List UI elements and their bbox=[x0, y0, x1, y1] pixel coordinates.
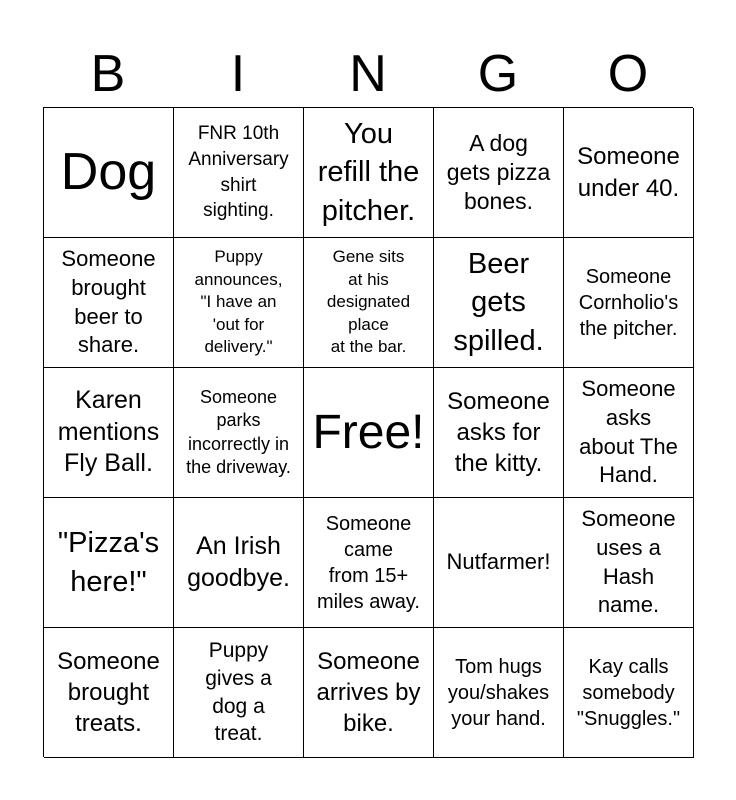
cell-text: Someone asks about The Hand. bbox=[579, 376, 678, 488]
cell-text: Gene sits at his designated place at the bar. bbox=[326, 246, 411, 357]
cell-text: FNR 10th Anniversary shirt sighting. bbox=[188, 122, 289, 222]
cell-text: Someone brought treats. bbox=[57, 647, 160, 738]
bingo-cell-r4c5[interactable] bbox=[564, 498, 694, 628]
cell-text: Puppy announces, "I have an 'out for delivery." bbox=[194, 246, 283, 357]
cell-text: Kay calls somebody "Snuggles." bbox=[576, 655, 681, 730]
cell-text: Someone under 40. bbox=[577, 143, 680, 202]
bingo-cell-r3c5[interactable] bbox=[564, 368, 694, 498]
cell-text: Tom hugs you/shakes your hand. bbox=[447, 655, 550, 730]
bingo-cell-r1c2[interactable] bbox=[174, 108, 304, 238]
bingo-cell-r3c2[interactable] bbox=[174, 368, 304, 498]
cell-text: Someone came from 15+ miles away. bbox=[317, 512, 420, 613]
header-letter-o: O bbox=[607, 45, 649, 103]
bingo-cell-r2c5[interactable] bbox=[564, 238, 694, 368]
cell-text: Someone Cornholio's the pitcher. bbox=[578, 265, 679, 340]
cell-text: Someone brought beer to share. bbox=[61, 246, 156, 358]
cell-text: A dog gets pizza bones. bbox=[446, 130, 551, 214]
bingo-header bbox=[43, 40, 693, 108]
bingo-cell-r2c2[interactable] bbox=[174, 238, 304, 368]
bingo-cell-r3c3[interactable] bbox=[304, 368, 434, 498]
cell-text: Karen mentions Fly Ball. bbox=[57, 385, 160, 478]
bingo-cell-r1c4[interactable] bbox=[434, 108, 564, 238]
bingo-cell-r4c4[interactable] bbox=[434, 498, 564, 628]
bingo-cell-r3c4[interactable] bbox=[434, 368, 564, 498]
header-letter-g: G bbox=[477, 45, 519, 103]
bingo-cell-r4c1[interactable] bbox=[44, 498, 174, 628]
cell-text: Someone arrives by bike. bbox=[316, 647, 421, 738]
bingo-cell-r4c2[interactable] bbox=[174, 498, 304, 628]
cell-text: Someone asks for the kitty. bbox=[447, 387, 550, 478]
bingo-cell-r5c1[interactable] bbox=[44, 628, 174, 758]
bingo-cell-r5c5[interactable] bbox=[564, 628, 694, 758]
cell-text: An Irish goodbye. bbox=[187, 531, 290, 592]
bingo-cell-r2c3[interactable] bbox=[304, 238, 434, 368]
header-letter-b: B bbox=[90, 45, 126, 103]
bingo-cell-r2c4[interactable] bbox=[434, 238, 564, 368]
cell-text: You refill the pitcher. bbox=[317, 117, 420, 227]
bingo-cell-r5c3[interactable] bbox=[304, 628, 434, 758]
bingo-cell-r4c3[interactable] bbox=[304, 498, 434, 628]
cell-text: Puppy gives a dog a treat. bbox=[205, 638, 272, 746]
cell-text: Someone parks incorrectly in the driveway. bbox=[186, 386, 291, 477]
cell-text: Beer gets spilled. bbox=[453, 247, 544, 357]
bingo-cell-r1c3[interactable] bbox=[304, 108, 434, 238]
bingo-cell-r5c2[interactable] bbox=[174, 628, 304, 758]
bingo-cell-r3c1[interactable] bbox=[44, 368, 174, 498]
cell-text: "Pizza's here!" bbox=[57, 526, 160, 598]
cell-text: Someone uses a Hash name. bbox=[581, 506, 676, 618]
cell-text: Nutfarmer! bbox=[446, 549, 551, 575]
cell-text: Dog bbox=[60, 142, 157, 201]
bingo-board bbox=[43, 107, 693, 757]
header-letter-n: N bbox=[349, 45, 387, 103]
bingo-cell-r1c1[interactable] bbox=[44, 108, 174, 238]
cell-text: Free! bbox=[312, 405, 425, 459]
bingo-cell-r2c1[interactable] bbox=[44, 238, 174, 368]
bingo-cell-r5c4[interactable] bbox=[434, 628, 564, 758]
bingo-cell-r1c5[interactable] bbox=[564, 108, 694, 238]
header-letter-i: I bbox=[230, 45, 246, 103]
